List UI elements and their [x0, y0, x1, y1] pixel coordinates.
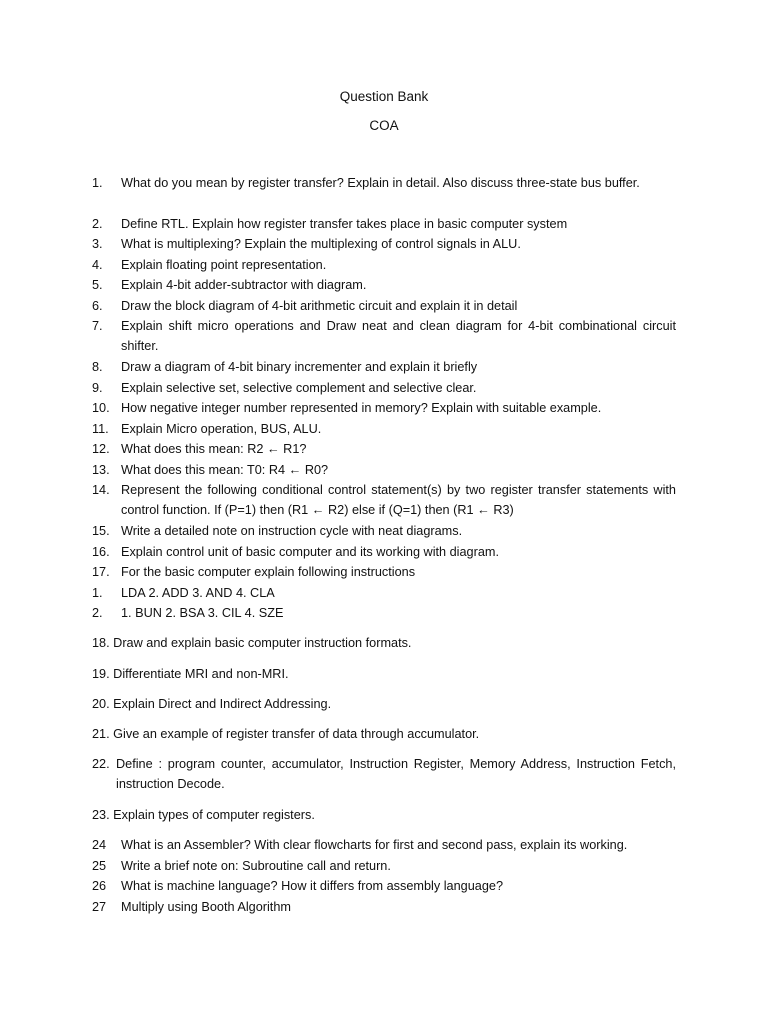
question-number: 13.	[92, 463, 110, 477]
question-item	[92, 805, 676, 825]
question-text: Write a detailed note on instruction cycle with neat diagrams.	[121, 524, 463, 538]
question-text: Explain control unit of basic computer and its working with diagram.	[121, 545, 499, 559]
question-number: 2.	[92, 217, 103, 231]
question-number: 10.	[92, 401, 110, 415]
question-number: 2.	[92, 606, 103, 620]
question-item	[92, 214, 676, 234]
question-item	[92, 633, 676, 653]
question-text: What is an Assembler? With clear flowcharts for first and second pass, explain its working.	[121, 838, 628, 852]
question-number: 9.	[92, 381, 103, 395]
question-item	[92, 897, 676, 917]
question-number: 25	[92, 859, 107, 873]
question-text: For the basic computer explain following instructions	[121, 565, 416, 579]
question-number: 15.	[92, 524, 110, 538]
question-number: 21.	[92, 727, 110, 741]
question-item	[92, 255, 676, 275]
question-text: Define RTL. Explain how register transfer takes place in basic computer system	[121, 217, 568, 231]
question-text: Differentiate MRI and non-MRI.	[113, 667, 289, 681]
question-item	[92, 316, 676, 357]
question-text: 1. BUN 2. BSA 3. CIL 4. SZE	[121, 606, 284, 620]
question-number: 8.	[92, 360, 103, 374]
question-item	[92, 562, 676, 582]
question-text: Draw the block diagram of 4-bit arithmetic circuit and explain it in detail	[121, 299, 518, 313]
question-text: Explain shift micro operations and Draw neat and clean diagram for 4-bit combinational circuit shifter.	[121, 319, 676, 354]
question-text: How negative integer number represented in memory? Explain with suitable example.	[121, 401, 602, 415]
question-text: Explain Micro operation, BUS, ALU.	[121, 422, 322, 436]
question-item	[92, 521, 676, 541]
question-number: 17.	[92, 565, 110, 579]
question-item	[92, 173, 676, 193]
question-text: What is multiplexing? Explain the multiplexing of control signals in ALU.	[121, 237, 521, 251]
question-text: Represent the following conditional control statement(s) by two register transfer statements with control function. If (P=1) then (R1 ← R2) else if (Q=1) then (R1 ← R3)	[121, 483, 676, 518]
question-text: What is machine language? How it differs from assembly language?	[121, 879, 504, 893]
question-text: Give an example of register transfer of data through accumulator.	[113, 727, 480, 741]
question-item	[92, 419, 676, 439]
question-text: Write a brief note on: Subroutine call and return.	[121, 859, 391, 873]
question-text: Explain types of computer registers.	[113, 808, 315, 822]
question-item	[92, 398, 676, 418]
question-number: 23.	[92, 808, 110, 822]
question-text: What does this mean: T0: R4 ← R0?	[121, 463, 329, 477]
question-number: 3.	[92, 237, 103, 251]
page-title: Question Bank	[339, 89, 429, 104]
question-text: Define : program counter, accumulator, Instruction Register, Memory Address, Instruction Fetch, instruction Decode.	[116, 757, 676, 792]
question-text: Explain floating point representation.	[121, 258, 327, 272]
question-number: 6.	[92, 299, 103, 313]
question-number: 18.	[92, 636, 110, 650]
question-item	[92, 542, 676, 562]
question-number: 5.	[92, 278, 103, 292]
question-item	[92, 460, 676, 480]
question-text: Explain 4-bit adder-subtractor with diagram.	[121, 278, 367, 292]
question-text: Draw and explain basic computer instruction formats.	[113, 636, 412, 650]
question-number: 19.	[92, 667, 110, 681]
question-item	[92, 378, 676, 398]
question-item	[92, 664, 676, 684]
question-number: 20.	[92, 697, 110, 711]
question-number: 12.	[92, 442, 110, 456]
question-item	[92, 876, 676, 896]
question-text: Draw a diagram of 4-bit binary incrementer and explain it briefly	[121, 360, 478, 374]
question-item	[92, 694, 676, 714]
question-number: 1.	[92, 176, 103, 190]
question-item	[92, 357, 676, 377]
question-item	[92, 480, 676, 521]
question-item	[92, 603, 676, 623]
question-item	[92, 835, 676, 855]
question-item	[92, 754, 676, 795]
question-text: Explain selective set, selective complement and selective clear.	[121, 381, 477, 395]
question-number: 16.	[92, 545, 110, 559]
question-item	[92, 296, 676, 316]
question-number: 22.	[92, 757, 110, 771]
question-number: 14.	[92, 483, 110, 497]
question-number: 24	[92, 838, 107, 852]
question-item	[92, 856, 676, 876]
question-text: Multiply using Booth Algorithm	[121, 900, 291, 914]
page-subtitle: COA	[369, 118, 399, 133]
question-item	[92, 439, 676, 459]
question-number: 26	[92, 879, 107, 893]
question-text: What do you mean by register transfer? Explain in detail. Also discuss three-state bus buffer.	[121, 176, 640, 190]
question-text: What does this mean: R2 ← R1?	[121, 442, 307, 456]
question-number: 1.	[92, 586, 103, 600]
question-item	[92, 275, 676, 295]
question-item	[92, 583, 676, 603]
question-item	[92, 234, 676, 254]
question-number: 27	[92, 900, 107, 914]
question-number: 7.	[92, 319, 103, 333]
question-text: LDA 2. ADD 3. AND 4. CLA	[121, 586, 275, 600]
question-item	[92, 724, 676, 744]
question-number: 4.	[92, 258, 103, 272]
question-text: Explain Direct and Indirect Addressing.	[113, 697, 332, 711]
question-number: 11.	[92, 422, 109, 436]
